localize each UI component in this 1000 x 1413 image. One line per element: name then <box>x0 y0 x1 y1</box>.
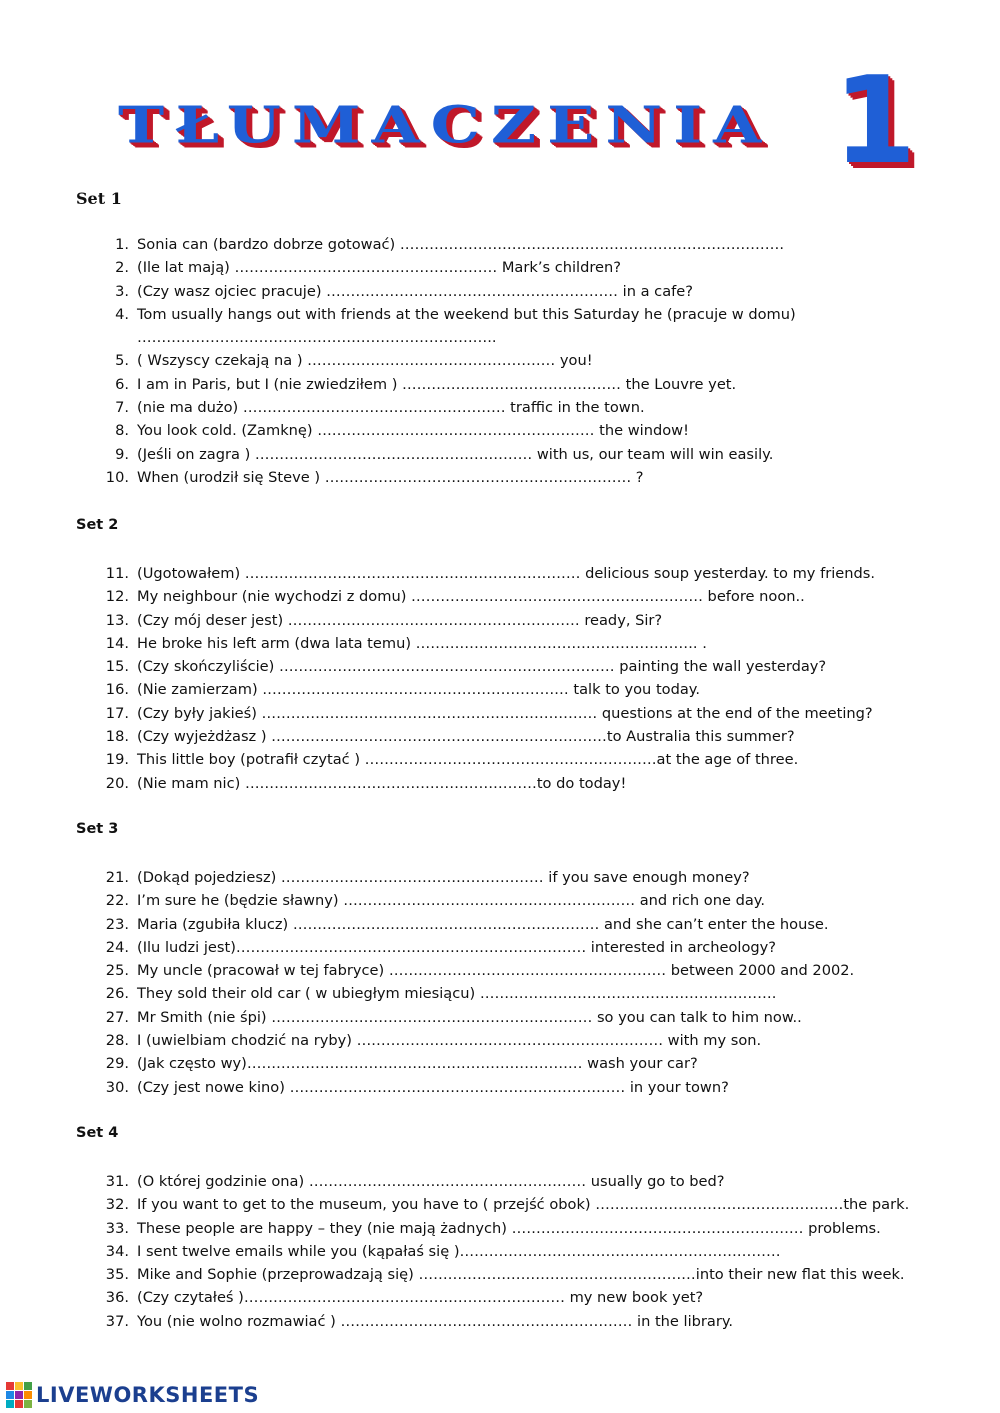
exercise-number: 26. <box>105 985 129 1003</box>
title-word: TŁUMACZENIA <box>118 95 773 155</box>
set-2-list <box>0 562 1000 795</box>
exercise-item <box>0 655 1000 678</box>
exercise-item <box>0 748 1000 771</box>
exercise-item <box>0 609 1000 632</box>
exercise-text: ( Wszyscy czekają na ) …………………………………………… you! <box>137 352 593 370</box>
exercise-item <box>0 326 1000 349</box>
title-number: 1 <box>833 52 917 191</box>
set-1-list <box>0 233 1000 489</box>
exercise-item <box>0 1217 1000 1240</box>
exercise-item <box>0 889 1000 912</box>
exercise-text: (Ile lat mają) ……………………………………………… Mark’s children? <box>137 259 622 277</box>
exercise-number: 30. <box>105 1078 129 1096</box>
exercise-number: 35. <box>105 1266 129 1284</box>
exercise-number: 34. <box>105 1242 129 1260</box>
exercise-number: 12. <box>105 588 129 606</box>
exercise-text: If you want to get to the museum, you have to ( przejść obok) ……………………………………………the park. <box>137 1196 910 1214</box>
exercise-number: 31. <box>105 1173 129 1190</box>
exercise-item <box>0 1240 1000 1263</box>
exercise-number: 4. <box>115 305 129 323</box>
exercise-text: I am in Paris, but I (nie zwiedziłem ) ……………………………………… the Louvre yet. <box>137 375 737 393</box>
exercise-text: My neighbour (nie wychodzi z domu) …………………………………………………… before noon.. <box>137 588 805 606</box>
exercise-item <box>0 913 1000 936</box>
exercise-item <box>0 443 1000 466</box>
worksheet-title <box>118 52 918 191</box>
exercise-item <box>0 1052 1000 1075</box>
exercise-item <box>0 702 1000 725</box>
exercise-item <box>0 1006 1000 1029</box>
exercise-number: 10. <box>105 468 129 486</box>
exercise-number: 24. <box>105 938 129 956</box>
exercise-item <box>0 632 1000 655</box>
exercise-text: I sent twelve emails while you (kąpałaś się )………………………………………………………… <box>137 1242 781 1260</box>
exercise-item <box>0 866 1000 889</box>
exercise-number: 2. <box>115 259 129 277</box>
exercise-number: 36. <box>105 1289 129 1307</box>
exercise-item <box>0 1029 1000 1052</box>
exercise-number: 3. <box>115 282 129 300</box>
exercise-number: 5. <box>115 352 129 370</box>
exercise-number: 23. <box>105 915 129 933</box>
exercise-text: You (nie wolno rozmawiać ) …………………………………………………… in the library. <box>137 1312 734 1330</box>
exercise-text: (Czy wasz ojciec pracuje) …………………………………………………… in a cafe? <box>137 282 694 300</box>
exercise-number: 6. <box>115 375 129 393</box>
exercise-number: 11. <box>105 565 129 582</box>
exercise-item <box>0 678 1000 701</box>
exercise-item <box>0 1263 1000 1286</box>
exercise-text: (Czy czytałeś )………………………………………………………… my new book yet? <box>137 1289 704 1307</box>
exercise-text: (Nie mam nic) ……………………………………………………to do today! <box>137 774 627 792</box>
exercise-number: 19. <box>105 751 129 769</box>
exercise-number: 7. <box>115 399 129 417</box>
exercise-number: 15. <box>105 658 129 676</box>
footer <box>6 1382 259 1408</box>
exercise-text: I’m sure he (będzie sławny) …………………………………………………… and rich one day. <box>137 892 765 910</box>
exercise-text: Sonia can (bardzo dobrze gotować) ……………………………………………………………………. <box>137 236 784 253</box>
exercise-text: Tom usually hangs out with friends at the weekend but this Saturday he (pracuje w domu) <box>137 305 796 323</box>
exercise-text: This little boy (potrafił czytać ) ……………………………………………………at the age of three. <box>137 751 799 769</box>
set-4-heading: Set 4 <box>76 1125 119 1141</box>
exercise-number: 9. <box>115 445 129 463</box>
footer-brand[interactable]: LIVEWORKSHEETS <box>36 1383 260 1407</box>
exercise-item <box>0 1076 1000 1099</box>
exercise-text: (Czy skończyliście) …………………………………………………………… painting the wall yesterday? <box>137 658 827 676</box>
exercise-item <box>0 373 1000 396</box>
exercise-number: 32. <box>105 1196 129 1214</box>
exercise-number: 25. <box>105 962 129 980</box>
exercise-text: (Dokąd pojedziesz) ……………………………………………… if you save enough money? <box>137 869 750 886</box>
exercise-number: 13. <box>105 611 129 629</box>
exercise-item <box>0 419 1000 442</box>
exercise-item <box>0 959 1000 982</box>
exercise-item <box>0 396 1000 419</box>
exercise-item <box>0 936 1000 959</box>
set-2-heading: Set 2 <box>76 517 119 533</box>
exercise-text: (Czy wyjeżdżasz ) ……………………………………………………………to Australia this summer? <box>137 728 795 746</box>
exercise-number: 33. <box>105 1219 129 1237</box>
exercise-item <box>0 562 1000 585</box>
exercise-item <box>0 303 1000 326</box>
exercise-number: 20. <box>105 774 129 792</box>
exercise-number: 27. <box>105 1008 129 1026</box>
exercise-item <box>0 466 1000 489</box>
exercise-item <box>0 233 1000 256</box>
exercise-item <box>0 585 1000 608</box>
exercise-item <box>0 1310 1000 1333</box>
exercise-text: Mike and Sophie (przeprowadzają się) …………………………………………………into their new flat this week. <box>137 1266 905 1284</box>
exercise-number: 37. <box>105 1312 129 1330</box>
exercise-number: 14. <box>105 634 129 652</box>
exercise-text: (Ugotowałem) …………………………………………………………… delicious soup yesterday. to my friends. <box>137 565 876 582</box>
exercise-item <box>0 256 1000 279</box>
exercise-number: 16. <box>105 681 129 699</box>
exercise-number: 18. <box>105 728 129 746</box>
exercise-item <box>0 982 1000 1005</box>
exercise-text: (Czy mój deser jest) …………………………………………………… ready, Sir? <box>137 611 663 629</box>
set-1-heading: Set 1 <box>76 189 122 208</box>
exercise-number: 29. <box>105 1055 129 1073</box>
exercise-text: They sold their old car ( w ubiegłym miesiącu) ……………………………………………………. <box>137 985 777 1003</box>
exercise-text: (Ilu ludzi jest)……………………………………………………………… interested in archeology? <box>137 938 777 956</box>
exercise-number: 28. <box>105 1032 129 1050</box>
exercise-text: (Jak często wy)…………………………………………………………… wash your car? <box>137 1055 698 1073</box>
exercise-number: 1. <box>115 236 129 253</box>
exercise-number: 8. <box>115 422 129 440</box>
exercise-item <box>0 280 1000 303</box>
exercise-text: Maria (zgubiła klucz) ……………………………………………………… and she can’t enter the house. <box>137 915 829 933</box>
exercise-text: ……………………………………………………………….. <box>137 329 497 347</box>
exercise-number: 21. <box>105 869 129 886</box>
exercise-text: (Czy były jakieś) …………………………………………………………… questions at the end of the meeting? <box>137 704 873 722</box>
exercise-item <box>0 1286 1000 1309</box>
liveworksheets-logo-icon <box>6 1382 32 1408</box>
set-3-heading: Set 3 <box>76 821 119 837</box>
exercise-item <box>0 349 1000 372</box>
exercise-text: (nie ma dużo) ……………………………………………… traffic in the town. <box>137 399 645 417</box>
exercise-number: 17. <box>105 704 129 722</box>
exercise-text: You look cold. (Zamknę) ………………………………………………… the window! <box>137 422 689 440</box>
exercise-number: 22. <box>105 892 129 910</box>
exercise-text: These people are happy – they (nie mają żadnych) …………………………………………………… problems. <box>137 1219 881 1237</box>
exercise-text: (Czy jest nowe kino) …………………………………………………………… in your town? <box>137 1078 729 1096</box>
exercise-text: I (uwielbiam chodzić na ryby) ……………………………………………………… with my son. <box>137 1032 762 1050</box>
exercise-text: (O której godzinie ona) ………………………………………………… usually go to bed? <box>137 1173 725 1190</box>
exercise-item <box>0 772 1000 795</box>
exercise-item <box>0 1170 1000 1193</box>
set-4-list <box>0 1170 1000 1333</box>
exercise-text: He broke his left arm (dwa lata temu) …………………………………………………. . <box>137 634 707 652</box>
exercise-text: Mr Smith (nie śpi) ………………………………………………………… so you can talk to him now.. <box>137 1008 802 1026</box>
exercise-text: When (urodził się Steve ) ……………………………………………………… ? <box>137 468 644 486</box>
exercise-item <box>0 1193 1000 1216</box>
exercise-text: My uncle (pracował w tej fabryce) ………………………………………………… between 2000 and 2002. <box>137 962 855 980</box>
exercise-text: (Nie zamierzam) ……………………………………………………… talk to you today. <box>137 681 700 699</box>
exercise-text: (Jeśli on zagra ) ………………………………………………… with us, our team will win easily. <box>137 445 774 463</box>
set-3-list <box>0 866 1000 1099</box>
exercise-item <box>0 725 1000 748</box>
